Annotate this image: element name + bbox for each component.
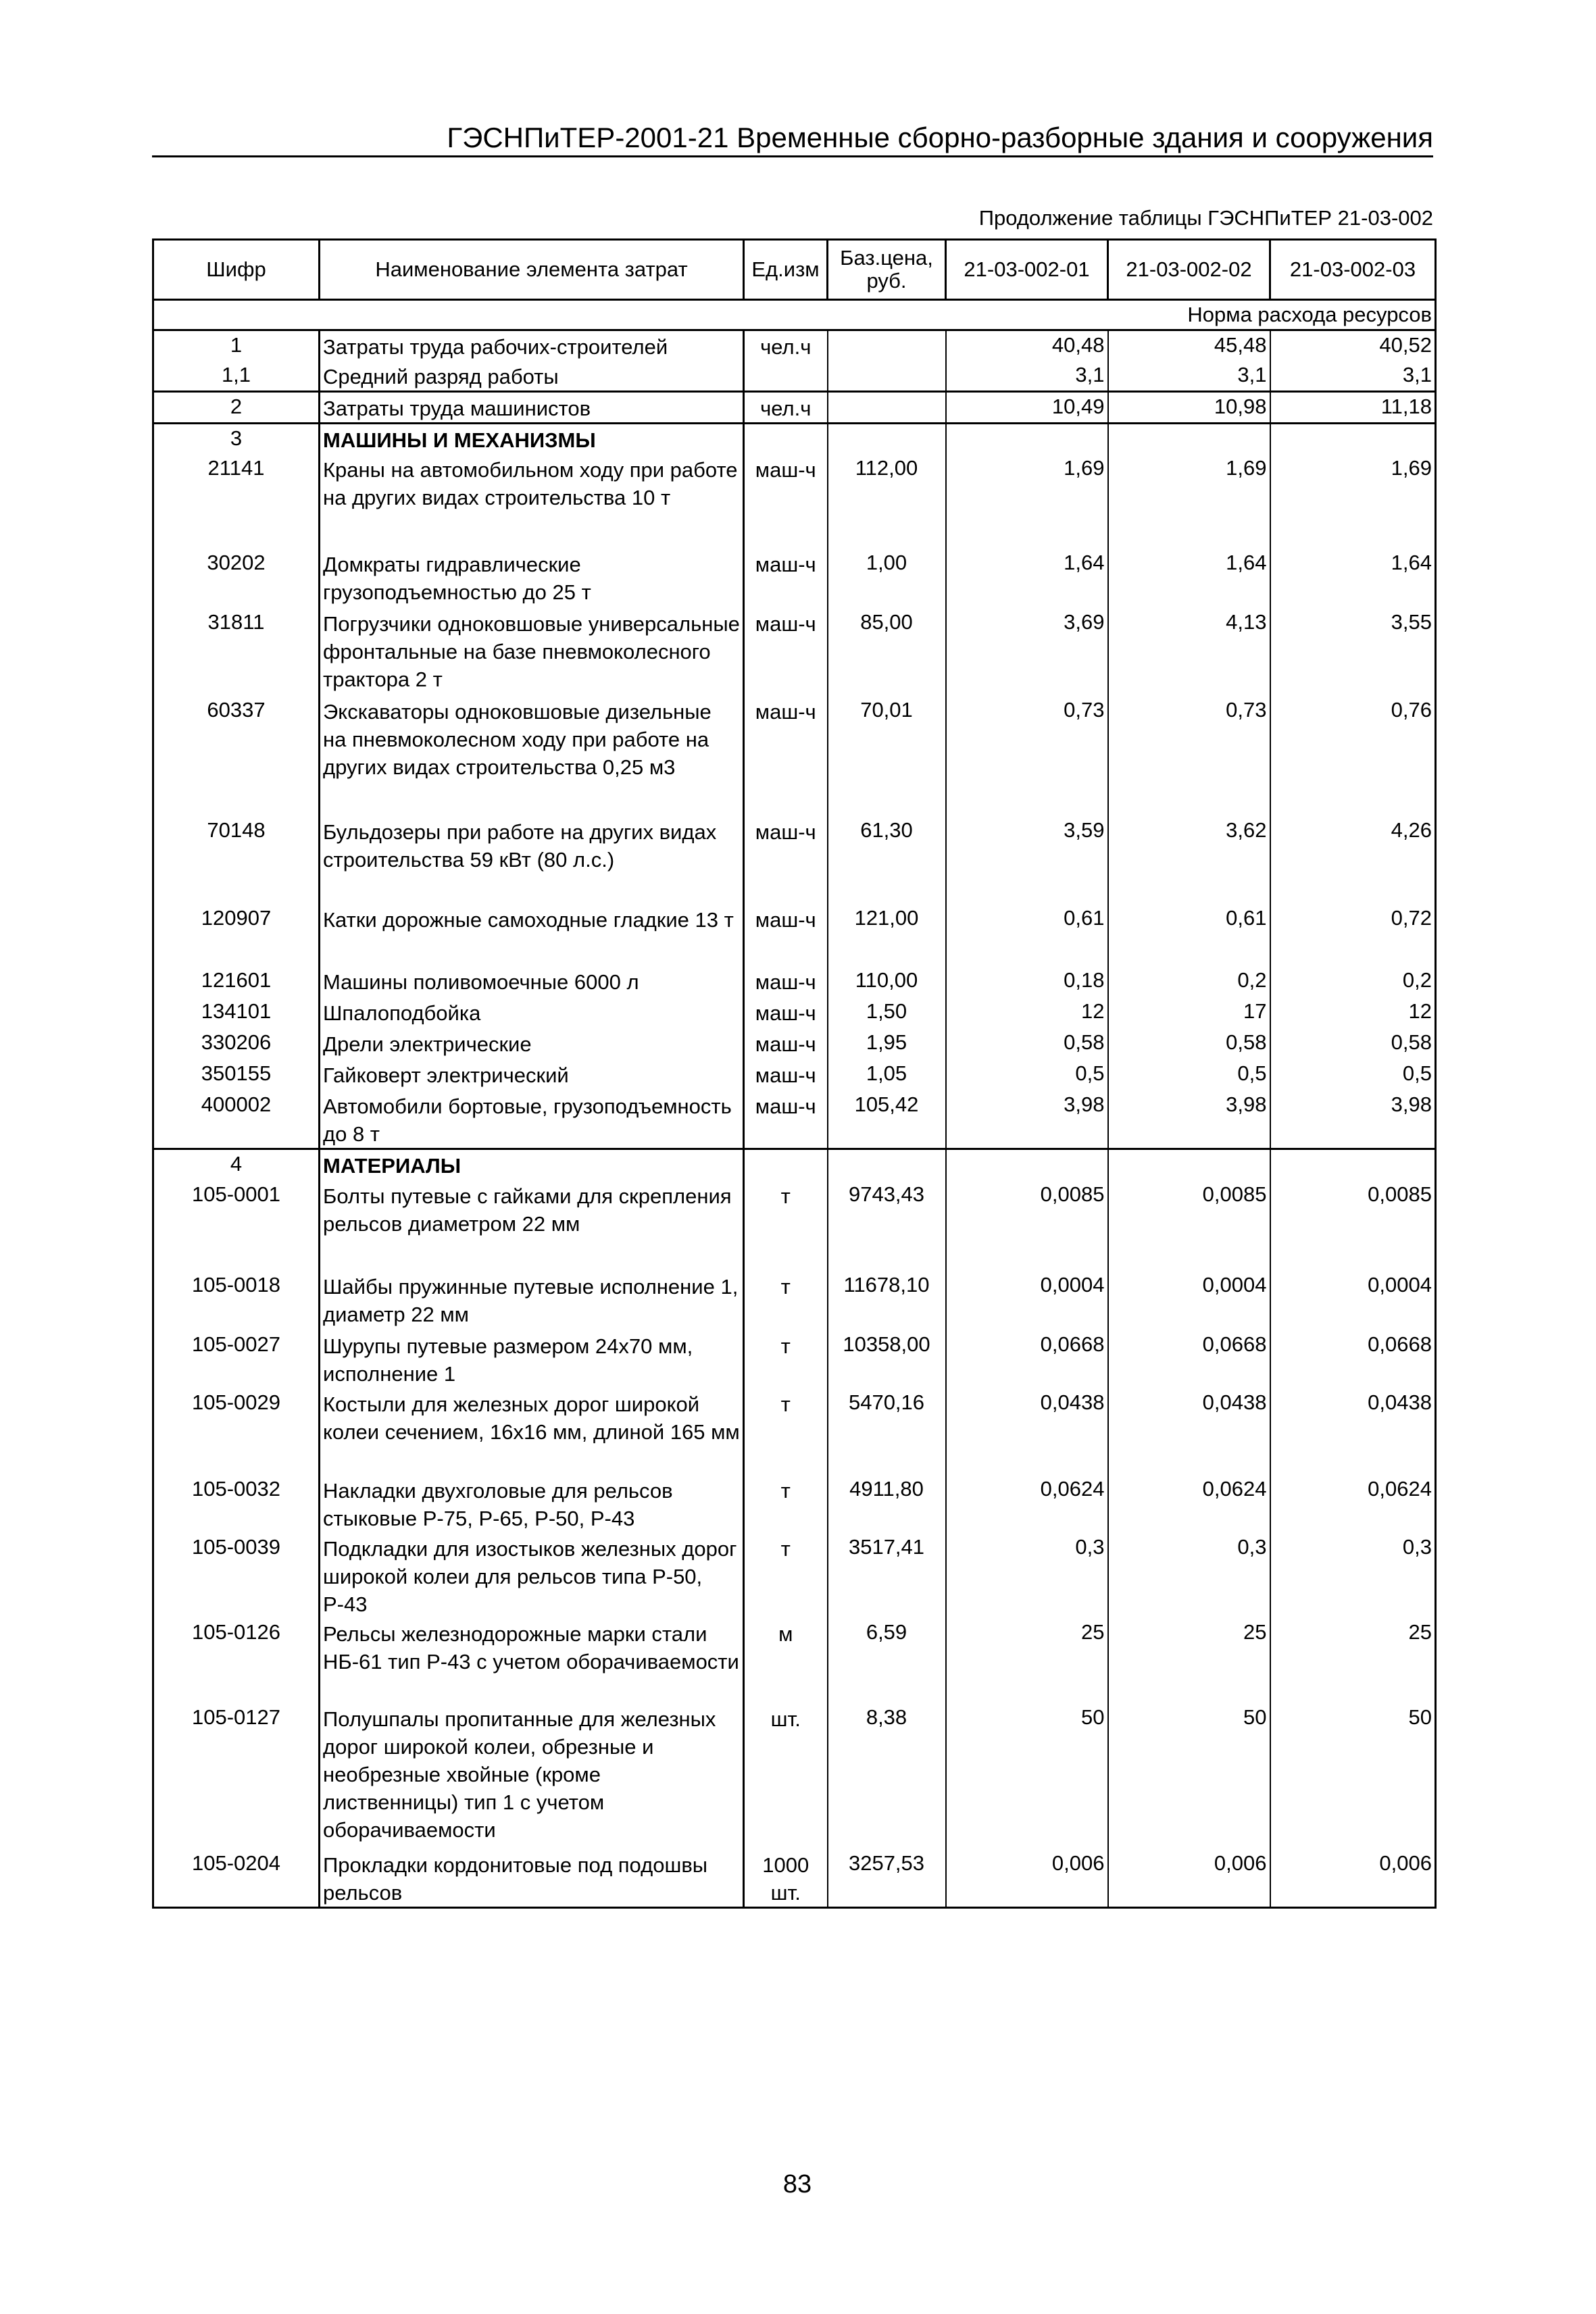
cell-name: Рельсы железнодорожные марки стали НБ-61 тип Р-43 с учетом оборачиваемости	[320, 1618, 744, 1703]
cell-unit	[744, 1149, 828, 1180]
table-row	[153, 330, 1436, 361]
cell-price: 6,59	[828, 1618, 946, 1703]
cell-norm-03: 0,76	[1270, 696, 1436, 816]
column-header: 21-03-002-02	[1108, 240, 1270, 300]
cell-norm-01: 0,0438	[946, 1388, 1108, 1475]
cell-price: 1,50	[828, 997, 946, 1028]
cell-name: Краны на автомобильном ходу при работе на других видах строительства 10 т	[320, 454, 744, 549]
cell-name: МАТЕРИАЛЫ	[320, 1149, 744, 1180]
cell-unit: маш-ч	[755, 458, 816, 482]
cell-norm-01	[946, 1149, 1108, 1180]
cell-norm-02: 3,98	[1108, 1090, 1270, 1149]
table-row	[153, 392, 1436, 424]
cell-norm-03: 0,72	[1270, 904, 1436, 966]
cell-code: 70148	[153, 816, 320, 904]
cell-price: 61,30	[828, 816, 946, 904]
cell-code: 1	[153, 330, 320, 361]
table-row	[153, 1849, 1436, 1908]
table-row	[153, 1330, 1436, 1388]
cell-price: 110,00	[828, 966, 946, 997]
cell-norm-01: 0,0004	[946, 1271, 1108, 1330]
cell-norm-01: 40,48	[946, 330, 1108, 361]
cell-code: 105-0126	[153, 1618, 320, 1703]
cell-unit: чел.ч	[744, 392, 828, 424]
cell-code: 21141	[153, 454, 320, 549]
cell-norm-01: 3,69	[946, 608, 1108, 696]
cell-name: Бульдозеры при работе на других видах строительства 59 кВт (80 л.с.)	[320, 816, 744, 904]
cell-norm-03: 1,69	[1270, 454, 1436, 549]
cell-price	[828, 361, 946, 392]
cell-price: 3257,53	[828, 1849, 946, 1908]
cell-code: 105-0127	[153, 1703, 320, 1849]
cell-unit: маш-ч	[755, 970, 816, 994]
cell-name: Прокладки кордонитовые под подошвы рельсов	[320, 1849, 744, 1908]
table-row	[153, 1149, 1436, 1180]
cell-norm-03: 0,0004	[1270, 1271, 1436, 1330]
cell-unit: т	[780, 1478, 791, 1503]
cell-norm-03: 0,3	[1270, 1533, 1436, 1618]
table-row	[153, 1028, 1436, 1059]
table-row	[153, 1533, 1436, 1618]
cell-norm-01: 0,18	[946, 966, 1108, 997]
page-number: 83	[782, 2170, 812, 2198]
cell-code: 2	[153, 392, 320, 424]
column-header: Баз.цена, руб.	[828, 240, 946, 300]
cell-code: 120907	[153, 904, 320, 966]
cell-norm-02: 1,64	[1108, 549, 1270, 608]
table-header-row	[153, 240, 1436, 300]
cell-norm-02: 0,006	[1108, 1849, 1270, 1908]
table-row	[153, 1703, 1436, 1849]
cell-price: 70,01	[828, 696, 946, 816]
cell-name: Дрели электрические	[320, 1028, 744, 1059]
cell-name: Накладки двухголовые для рельсов стыковые Р-75, Р-65, Р-50, Р-43	[320, 1475, 744, 1533]
table-row	[153, 966, 1436, 997]
cell-norm-01: 0,3	[946, 1533, 1108, 1618]
norm-label-row	[153, 300, 1436, 330]
cell-unit	[744, 361, 828, 392]
cell-norm-02: 0,73	[1108, 696, 1270, 816]
cell-price	[828, 330, 946, 361]
cell-name: Машины поливомоечные 6000 л	[320, 966, 744, 997]
cell-price: 8,38	[828, 1703, 946, 1849]
cell-price: 4911,80	[828, 1475, 946, 1533]
cell-unit	[744, 424, 828, 455]
cell-name: Шайбы пружинные путевые исполнение 1, диаметр 22 мм	[320, 1271, 744, 1330]
cell-name: Средний разряд работы	[320, 361, 744, 392]
cell-norm-03: 0,5	[1270, 1059, 1436, 1090]
cell-code: 31811	[153, 608, 320, 696]
cell-norm-01: 12	[946, 997, 1108, 1028]
cell-norm-02: 10,98	[1108, 392, 1270, 424]
cell-norm-01	[946, 424, 1108, 455]
cell-norm-03: 50	[1270, 1703, 1436, 1849]
table-row	[153, 1180, 1436, 1271]
cell-norm-01: 0,0624	[946, 1475, 1108, 1533]
cell-name: Автомобили бортовые, грузоподъемность до 8 т	[320, 1090, 744, 1149]
column-header: Шифр	[153, 240, 320, 300]
cell-price	[828, 392, 946, 424]
cell-norm-01: 0,61	[946, 904, 1108, 966]
cell-norm-02: 1,69	[1108, 454, 1270, 549]
cell-norm-02: 3,62	[1108, 816, 1270, 904]
cell-code: 4	[153, 1149, 320, 1180]
cell-code: 30202	[153, 549, 320, 608]
cell-norm-01: 1,64	[946, 549, 1108, 608]
norm-label: Норма расхода ресурсов	[153, 300, 1436, 330]
cell-name: Болты путевые с гайками для скрепления рельсов диаметром 22 мм	[320, 1180, 744, 1271]
cell-unit: маш-ч	[755, 1063, 816, 1087]
cell-price: 5470,16	[828, 1388, 946, 1475]
cell-unit: т	[780, 1536, 791, 1561]
cell-code: 105-0001	[153, 1180, 320, 1271]
cell-norm-02: 50	[1108, 1703, 1270, 1849]
table-continuation-caption: Продолжение таблицы ГЭСНПиТЕР 21-03-002	[978, 206, 1433, 230]
cell-norm-02: 0,0668	[1108, 1330, 1270, 1388]
cell-norm-02	[1108, 1149, 1270, 1180]
cell-norm-03: 25	[1270, 1618, 1436, 1703]
cell-unit: т	[780, 1334, 791, 1358]
cell-norm-01: 3,98	[946, 1090, 1108, 1149]
cell-price: 3517,41	[828, 1533, 946, 1618]
cell-norm-03: 0,0085	[1270, 1180, 1436, 1271]
cell-code: 105-0032	[153, 1475, 320, 1533]
cell-name: Катки дорожные самоходные гладкие 13 т	[320, 904, 744, 966]
table-row	[153, 1388, 1436, 1475]
cell-price: 1,05	[828, 1059, 946, 1090]
cell-code: 105-0027	[153, 1330, 320, 1388]
cell-name: Полушпалы пропитанные для железных дорог широкой колеи, обрезные и необрезные хвойные (кроме лиственницы) тип 1 с учетом оборачиваемости	[320, 1703, 744, 1849]
cell-norm-02: 0,0004	[1108, 1271, 1270, 1330]
cell-norm-01: 0,0085	[946, 1180, 1108, 1271]
table-row	[153, 424, 1436, 455]
cell-norm-02: 0,0624	[1108, 1475, 1270, 1533]
column-header: Ед.изм	[744, 240, 828, 300]
cell-norm-03: 0,006	[1270, 1849, 1436, 1908]
cell-norm-03: 3,98	[1270, 1090, 1436, 1149]
cell-code: 105-0204	[153, 1849, 320, 1908]
cell-code: 105-0039	[153, 1533, 320, 1618]
table-row	[153, 1271, 1436, 1330]
cell-norm-02: 0,5	[1108, 1059, 1270, 1090]
cell-norm-01: 1,69	[946, 454, 1108, 549]
cell-norm-01: 50	[946, 1703, 1108, 1849]
cell-unit: т	[780, 1184, 791, 1208]
column-header: Наименование элемента затрат	[320, 240, 744, 300]
cell-name: Подкладки для изостыков железных дорог широкой колеи для рельсов типа Р-50, Р-43	[320, 1533, 744, 1618]
column-header: 21-03-002-01	[946, 240, 1108, 300]
cell-norm-03: 3,1	[1270, 361, 1436, 392]
cell-name: Гайковерт электрический	[320, 1059, 744, 1090]
cell-unit: 1000 шт.	[744, 1849, 828, 1908]
cell-price: 1,00	[828, 549, 946, 608]
cell-code: 330206	[153, 1028, 320, 1059]
cell-norm-03	[1270, 424, 1436, 455]
cell-name: Погрузчики одноковшовые универсальные фронтальные на базе пневмоколесного трактора 2 т	[320, 608, 744, 696]
table-row	[153, 1059, 1436, 1090]
resource-norms-table	[152, 238, 1437, 1909]
column-header: 21-03-002-03	[1270, 240, 1436, 300]
cell-code: 3	[153, 424, 320, 455]
cell-norm-03	[1270, 1149, 1436, 1180]
cell-norm-01: 3,59	[946, 816, 1108, 904]
cell-norm-02: 0,61	[1108, 904, 1270, 966]
cell-norm-03: 1,64	[1270, 549, 1436, 608]
cell-norm-01: 3,1	[946, 361, 1108, 392]
cell-norm-01: 0,58	[946, 1028, 1108, 1059]
cell-norm-03: 0,0438	[1270, 1388, 1436, 1475]
cell-code: 400002	[153, 1090, 320, 1149]
table-row	[153, 454, 1436, 549]
cell-norm-03: 40,52	[1270, 330, 1436, 361]
table-body	[153, 300, 1436, 1908]
cell-norm-03: 12	[1270, 997, 1436, 1028]
cell-unit: чел.ч	[744, 330, 828, 361]
cell-norm-02: 3,1	[1108, 361, 1270, 392]
cell-name: Шурупы путевые размером 24х70 мм, исполнение 1	[320, 1330, 744, 1388]
cell-norm-02	[1108, 424, 1270, 455]
cell-code: 350155	[153, 1059, 320, 1090]
cell-norm-02: 0,2	[1108, 966, 1270, 997]
cell-norm-02: 0,3	[1108, 1533, 1270, 1618]
cell-name: Затраты труда машинистов	[320, 392, 744, 424]
cell-norm-02: 25	[1108, 1618, 1270, 1703]
cell-price: 121,00	[828, 904, 946, 966]
table-row	[153, 608, 1436, 696]
cell-unit: т	[780, 1392, 791, 1416]
cell-price: 9743,43	[828, 1180, 946, 1271]
cell-unit: маш-ч	[755, 553, 816, 576]
cell-price: 10358,00	[828, 1330, 946, 1388]
page-header: ГЭСНПиТЕР-2001-21 Временные сборно-разборные здания и сооружения	[152, 120, 1433, 157]
cell-name: МАШИНЫ И МЕХАНИЗМЫ	[320, 424, 744, 455]
cell-norm-03: 4,26	[1270, 816, 1436, 904]
table-row	[153, 549, 1436, 608]
cell-norm-01: 10,49	[946, 392, 1108, 424]
cell-code: 105-0029	[153, 1388, 320, 1475]
cell-norm-02: 45,48	[1108, 330, 1270, 361]
cell-unit: шт.	[770, 1707, 801, 1731]
cell-norm-02: 17	[1108, 997, 1270, 1028]
cell-norm-02: 0,0438	[1108, 1388, 1270, 1475]
table-row	[153, 1090, 1436, 1149]
cell-price: 105,42	[828, 1090, 946, 1149]
table-row	[153, 696, 1436, 816]
cell-norm-03: 3,55	[1270, 608, 1436, 696]
cell-norm-03: 0,58	[1270, 1028, 1436, 1059]
cell-name: Костыли для железных дорог широкой колеи сечением, 16х16 мм, длиной 165 мм	[320, 1388, 744, 1475]
cell-norm-02: 0,58	[1108, 1028, 1270, 1059]
cell-code: 105-0018	[153, 1271, 320, 1330]
cell-unit: маш-ч	[755, 612, 816, 636]
cell-name: Домкраты гидравлические грузоподъемностью до 25 т	[320, 549, 744, 608]
cell-price	[828, 424, 946, 455]
cell-unit: маш-ч	[755, 700, 816, 724]
cell-unit: маш-ч	[755, 1032, 816, 1056]
cell-unit: м	[778, 1621, 793, 1646]
cell-norm-03: 0,0624	[1270, 1475, 1436, 1533]
cell-norm-01: 25	[946, 1618, 1108, 1703]
cell-code: 1,1	[153, 361, 320, 392]
cell-name: Шпалоподбойка	[320, 997, 744, 1028]
cell-code: 121601	[153, 966, 320, 997]
cell-name: Затраты труда рабочих-строителей	[320, 330, 744, 361]
cell-name: Экскаваторы одноковшовые дизельные на пневмоколесном ходу при работе на других видах строительства 0,25 м3	[320, 696, 744, 816]
table-row	[153, 997, 1436, 1028]
cell-unit: маш-ч	[755, 908, 816, 932]
cell-unit: т	[780, 1274, 791, 1299]
cell-unit: маш-ч	[755, 1095, 816, 1118]
cell-norm-01: 0,006	[946, 1849, 1108, 1908]
cell-price	[828, 1149, 946, 1180]
table-row	[153, 361, 1436, 392]
cell-norm-03: 0,0668	[1270, 1330, 1436, 1388]
cell-norm-02: 0,0085	[1108, 1180, 1270, 1271]
cell-price: 112,00	[828, 454, 946, 549]
cell-norm-03: 0,2	[1270, 966, 1436, 997]
table-row	[153, 816, 1436, 904]
cell-price: 1,95	[828, 1028, 946, 1059]
cell-norm-01: 0,73	[946, 696, 1108, 816]
cell-unit: маш-ч	[755, 820, 816, 844]
cell-unit: маш-ч	[755, 1001, 816, 1025]
cell-code: 134101	[153, 997, 320, 1028]
cell-norm-02: 4,13	[1108, 608, 1270, 696]
cell-price: 11678,10	[828, 1271, 946, 1330]
table-row	[153, 1618, 1436, 1703]
table-row	[153, 904, 1436, 966]
cell-norm-01: 0,0668	[946, 1330, 1108, 1388]
cell-norm-01: 0,5	[946, 1059, 1108, 1090]
cell-norm-03: 11,18	[1270, 392, 1436, 424]
cell-code: 60337	[153, 696, 320, 816]
cell-price: 85,00	[828, 608, 946, 696]
table-row	[153, 1475, 1436, 1533]
